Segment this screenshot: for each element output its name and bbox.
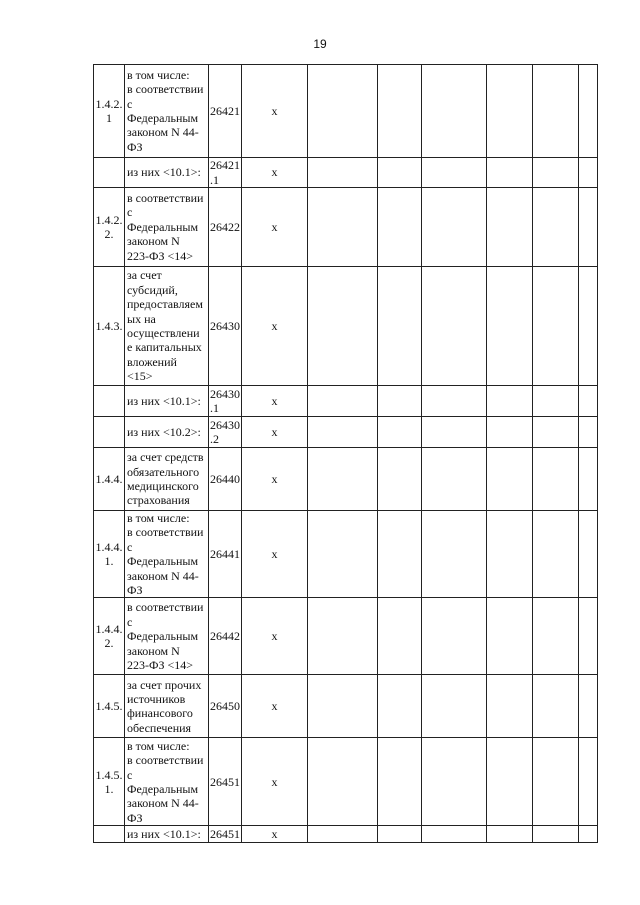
row-mark: x <box>242 598 308 675</box>
empty-cell <box>422 158 487 188</box>
empty-cell <box>487 448 533 511</box>
empty-cell <box>308 267 378 386</box>
empty-cell <box>487 826 533 843</box>
row-code: 26441 <box>209 511 242 598</box>
row-mark: x <box>242 386 308 417</box>
row-number: 1.4.2. 2. <box>94 188 125 267</box>
empty-cell <box>308 826 378 843</box>
empty-cell <box>422 386 487 417</box>
empty-cell <box>487 675 533 738</box>
row-name: в том числе: в соответствии с Федеральным законом N 44- ФЗ <box>125 65 209 158</box>
row-number: 1.4.4. 2. <box>94 598 125 675</box>
row-mark: x <box>242 417 308 448</box>
row-mark: x <box>242 448 308 511</box>
row-mark: x <box>242 675 308 738</box>
empty-cell <box>308 448 378 511</box>
empty-cell <box>579 598 598 675</box>
empty-cell <box>533 65 579 158</box>
empty-cell <box>422 267 487 386</box>
empty-cell <box>579 65 598 158</box>
page-number: 19 <box>313 37 327 51</box>
empty-cell <box>487 188 533 267</box>
row-mark: x <box>242 158 308 188</box>
row-name: в соответствии с Федеральным законом N 223-ФЗ <14> <box>125 188 209 267</box>
row-mark: x <box>242 738 308 826</box>
empty-cell <box>533 598 579 675</box>
row-name: из них <10.1>: <box>125 386 209 417</box>
empty-cell <box>378 417 422 448</box>
empty-cell <box>579 675 598 738</box>
empty-cell <box>308 386 378 417</box>
table-row <box>94 598 598 675</box>
empty-cell <box>308 511 378 598</box>
empty-cell <box>487 511 533 598</box>
empty-cell <box>422 188 487 267</box>
row-name: в том числе: в соответствии с Федеральным законом N 44- ФЗ <box>125 511 209 598</box>
row-code: 26442 <box>209 598 242 675</box>
empty-cell <box>533 448 579 511</box>
row-number: 1.4.3. <box>94 267 125 386</box>
row-mark: x <box>242 267 308 386</box>
empty-cell <box>579 448 598 511</box>
empty-cell <box>308 417 378 448</box>
empty-cell <box>308 675 378 738</box>
empty-cell <box>308 65 378 158</box>
empty-cell <box>378 158 422 188</box>
table-row <box>94 826 598 843</box>
empty-cell <box>579 826 598 843</box>
row-name: из них <10.2>: <box>125 417 209 448</box>
row-code: 26430 <box>209 267 242 386</box>
row-number: 1.4.5. 1. <box>94 738 125 826</box>
table-row <box>94 386 598 417</box>
empty-cell <box>487 598 533 675</box>
empty-cell <box>533 826 579 843</box>
row-name: из них <10.1>: <box>125 826 209 843</box>
row-name: за счет субсидий, предоставляем ых на осуществлени е капитальных вложений <15> <box>125 267 209 386</box>
empty-cell <box>308 188 378 267</box>
row-code: 26450 <box>209 675 242 738</box>
empty-cell <box>308 598 378 675</box>
empty-cell <box>533 738 579 826</box>
empty-cell <box>378 448 422 511</box>
empty-cell <box>533 417 579 448</box>
table-row <box>94 448 598 511</box>
table-row <box>94 158 598 188</box>
empty-cell <box>422 675 487 738</box>
empty-cell <box>422 417 487 448</box>
empty-cell <box>378 188 422 267</box>
empty-cell <box>487 158 533 188</box>
empty-cell <box>422 738 487 826</box>
row-number <box>94 417 125 448</box>
row-number <box>94 826 125 843</box>
empty-cell <box>533 188 579 267</box>
row-name: за счет прочих источников финансового обеспечения <box>125 675 209 738</box>
empty-cell <box>579 158 598 188</box>
row-code: 26430 .1 <box>210 386 240 415</box>
empty-cell <box>378 675 422 738</box>
table-row <box>94 417 598 448</box>
empty-cell <box>533 386 579 417</box>
empty-cell <box>579 188 598 267</box>
empty-cell <box>579 417 598 448</box>
table-row <box>94 267 598 386</box>
empty-cell <box>378 511 422 598</box>
row-code: 26430 .2 <box>210 417 240 446</box>
row-code: 26421 <box>209 65 242 158</box>
empty-cell <box>378 386 422 417</box>
row-number: 1.4.2. 1 <box>94 65 125 158</box>
table-row <box>94 511 598 598</box>
row-name: в том числе: в соответствии с Федеральным законом N 44- ФЗ <box>125 738 209 826</box>
row-mark: x <box>242 65 308 158</box>
empty-cell <box>378 738 422 826</box>
empty-cell <box>422 598 487 675</box>
empty-cell <box>308 158 378 188</box>
empty-cell <box>422 511 487 598</box>
empty-cell <box>422 826 487 843</box>
row-mark: x <box>242 511 308 598</box>
empty-cell <box>378 65 422 158</box>
row-code: 26422 <box>209 188 242 267</box>
financial-table <box>93 64 598 843</box>
empty-cell <box>533 511 579 598</box>
row-number: 1.4.4. 1. <box>94 511 125 598</box>
row-code: 26451 <box>209 738 242 826</box>
empty-cell <box>579 386 598 417</box>
empty-cell <box>378 598 422 675</box>
empty-cell <box>422 65 487 158</box>
row-mark: x <box>242 826 308 843</box>
empty-cell <box>533 158 579 188</box>
row-number: 1.4.5. <box>94 675 125 738</box>
empty-cell <box>308 738 378 826</box>
row-number <box>94 386 125 417</box>
empty-cell <box>579 511 598 598</box>
empty-cell <box>533 267 579 386</box>
row-number: 1.4.4. <box>94 448 125 511</box>
row-name: за счет средств обязательного медицинского страхования <box>125 448 209 511</box>
empty-cell <box>487 738 533 826</box>
row-code: 26440 <box>209 448 242 511</box>
row-code: 26421 .1 <box>210 158 240 187</box>
table-row <box>94 65 598 158</box>
empty-cell <box>487 417 533 448</box>
empty-cell <box>487 267 533 386</box>
table-row <box>94 188 598 267</box>
empty-cell <box>422 448 487 511</box>
table-row <box>94 675 598 738</box>
row-code: 26451 <box>210 827 240 842</box>
row-name: из них <10.1>: <box>125 158 209 188</box>
empty-cell <box>487 65 533 158</box>
empty-cell <box>579 267 598 386</box>
empty-cell <box>533 675 579 738</box>
empty-cell <box>378 826 422 843</box>
row-mark: x <box>242 188 308 267</box>
row-name: в соответствии с Федеральным законом N 223-ФЗ <14> <box>125 598 209 675</box>
row-number <box>94 158 125 188</box>
table-row <box>94 738 598 826</box>
empty-cell <box>487 386 533 417</box>
empty-cell <box>378 267 422 386</box>
empty-cell <box>579 738 598 826</box>
